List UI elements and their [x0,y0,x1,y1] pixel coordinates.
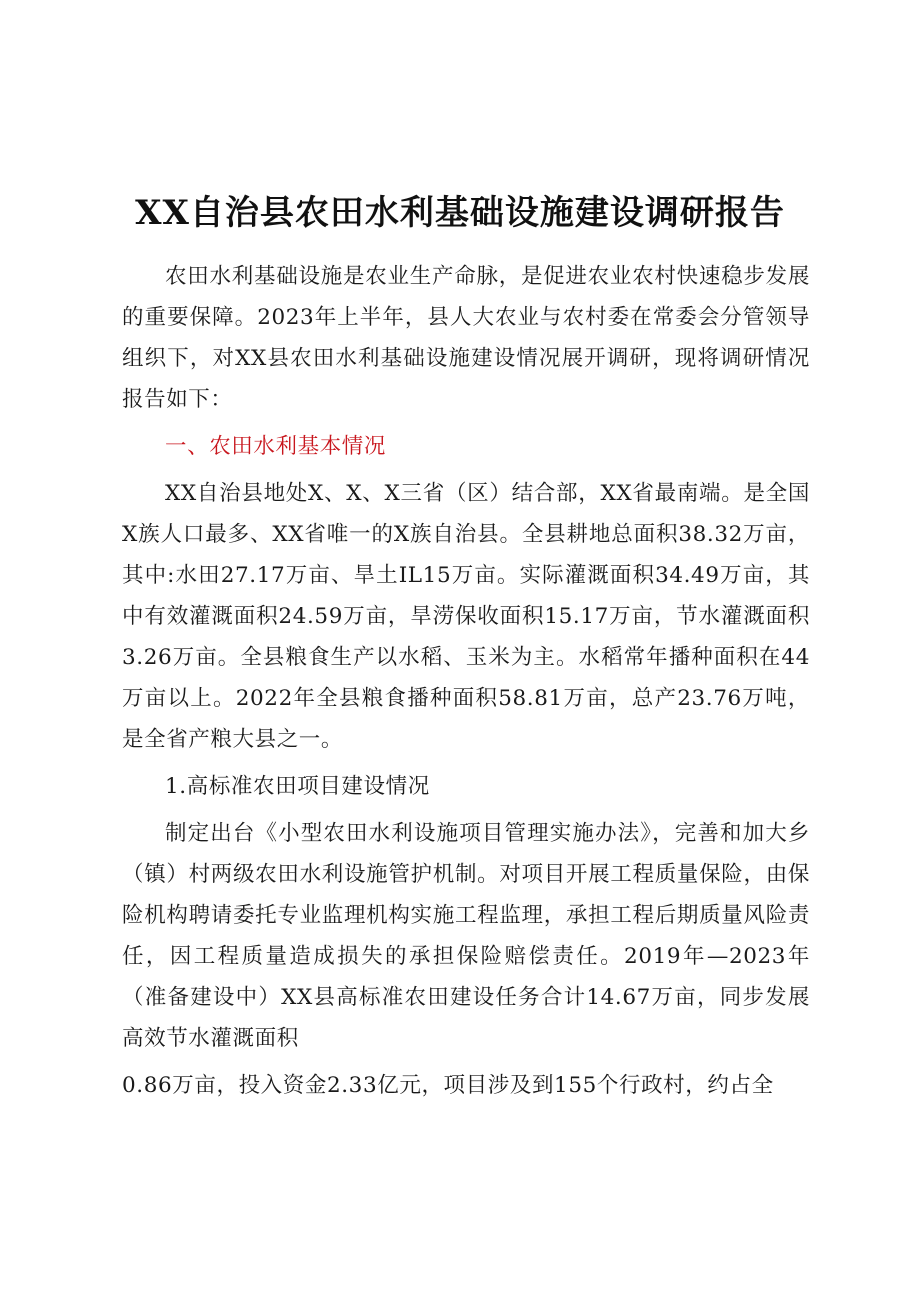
subsection-heading-high-standard-farmland: 1.高标准农田项目建设情况 [165,774,430,799]
subsection-paragraph-high-standard-farmland: 制定出台《小型农田水利设施项目管理实施办法》，完善和加大乡（镇）村两级农田水利设施管护机制。对项目开展工程质量保险，由保险机构聘请委托专业监理机构实施工程监理，承担工程后期质量风险责任，因工程质量造成损失的承担保险赔偿责任。2019年—2023年（准备建设中）XX县高标准农田建设任务合计14.67万亩，同步发展高效节水灌溉面积 [122,821,810,1051]
document-body [122,256,810,1112]
continuation-paragraph: 0.86万亩，投入资金2.33亿元，项目涉及到155个行政村，约占全 [122,1073,774,1098]
intro-paragraph: 农田水利基础设施是农业生产命脉，是促进农业农村快速稳步发展的重要保障。2023年上半年，县人大农业与农村委在常委会分管领导组织下，对XX县农田水利基础设施建设情况展开调研，现将调研情况报告如下： [122,264,810,412]
section-paragraph-basic-situation: XX自治县地处X、X、X三省（区）结合部，XX省最南端。是全国X族人口最多、XX省唯一的X族自治县。全县耕地总面积38.32万亩，其中:水田27.17万亩、旱土IL15万亩。实际灌溉面积34.49万亩，其中有效灌溉面积24.59万亩，旱涝保收面积15.17万亩，节水灌溉面积3.26万亩。全县粮食生产以水稻、玉米为主。水稻常年播种面积在44万亩以上。2022年全县粮食播种面积58.81万亩，总产23.76万吨，是全省产粮大县之一。 [122,481,810,752]
section-heading-basic-situation: 一、农田水利基本情况 [165,434,387,459]
document-title: XX自治县农田水利基础设施建设调研报告 [135,193,785,233]
